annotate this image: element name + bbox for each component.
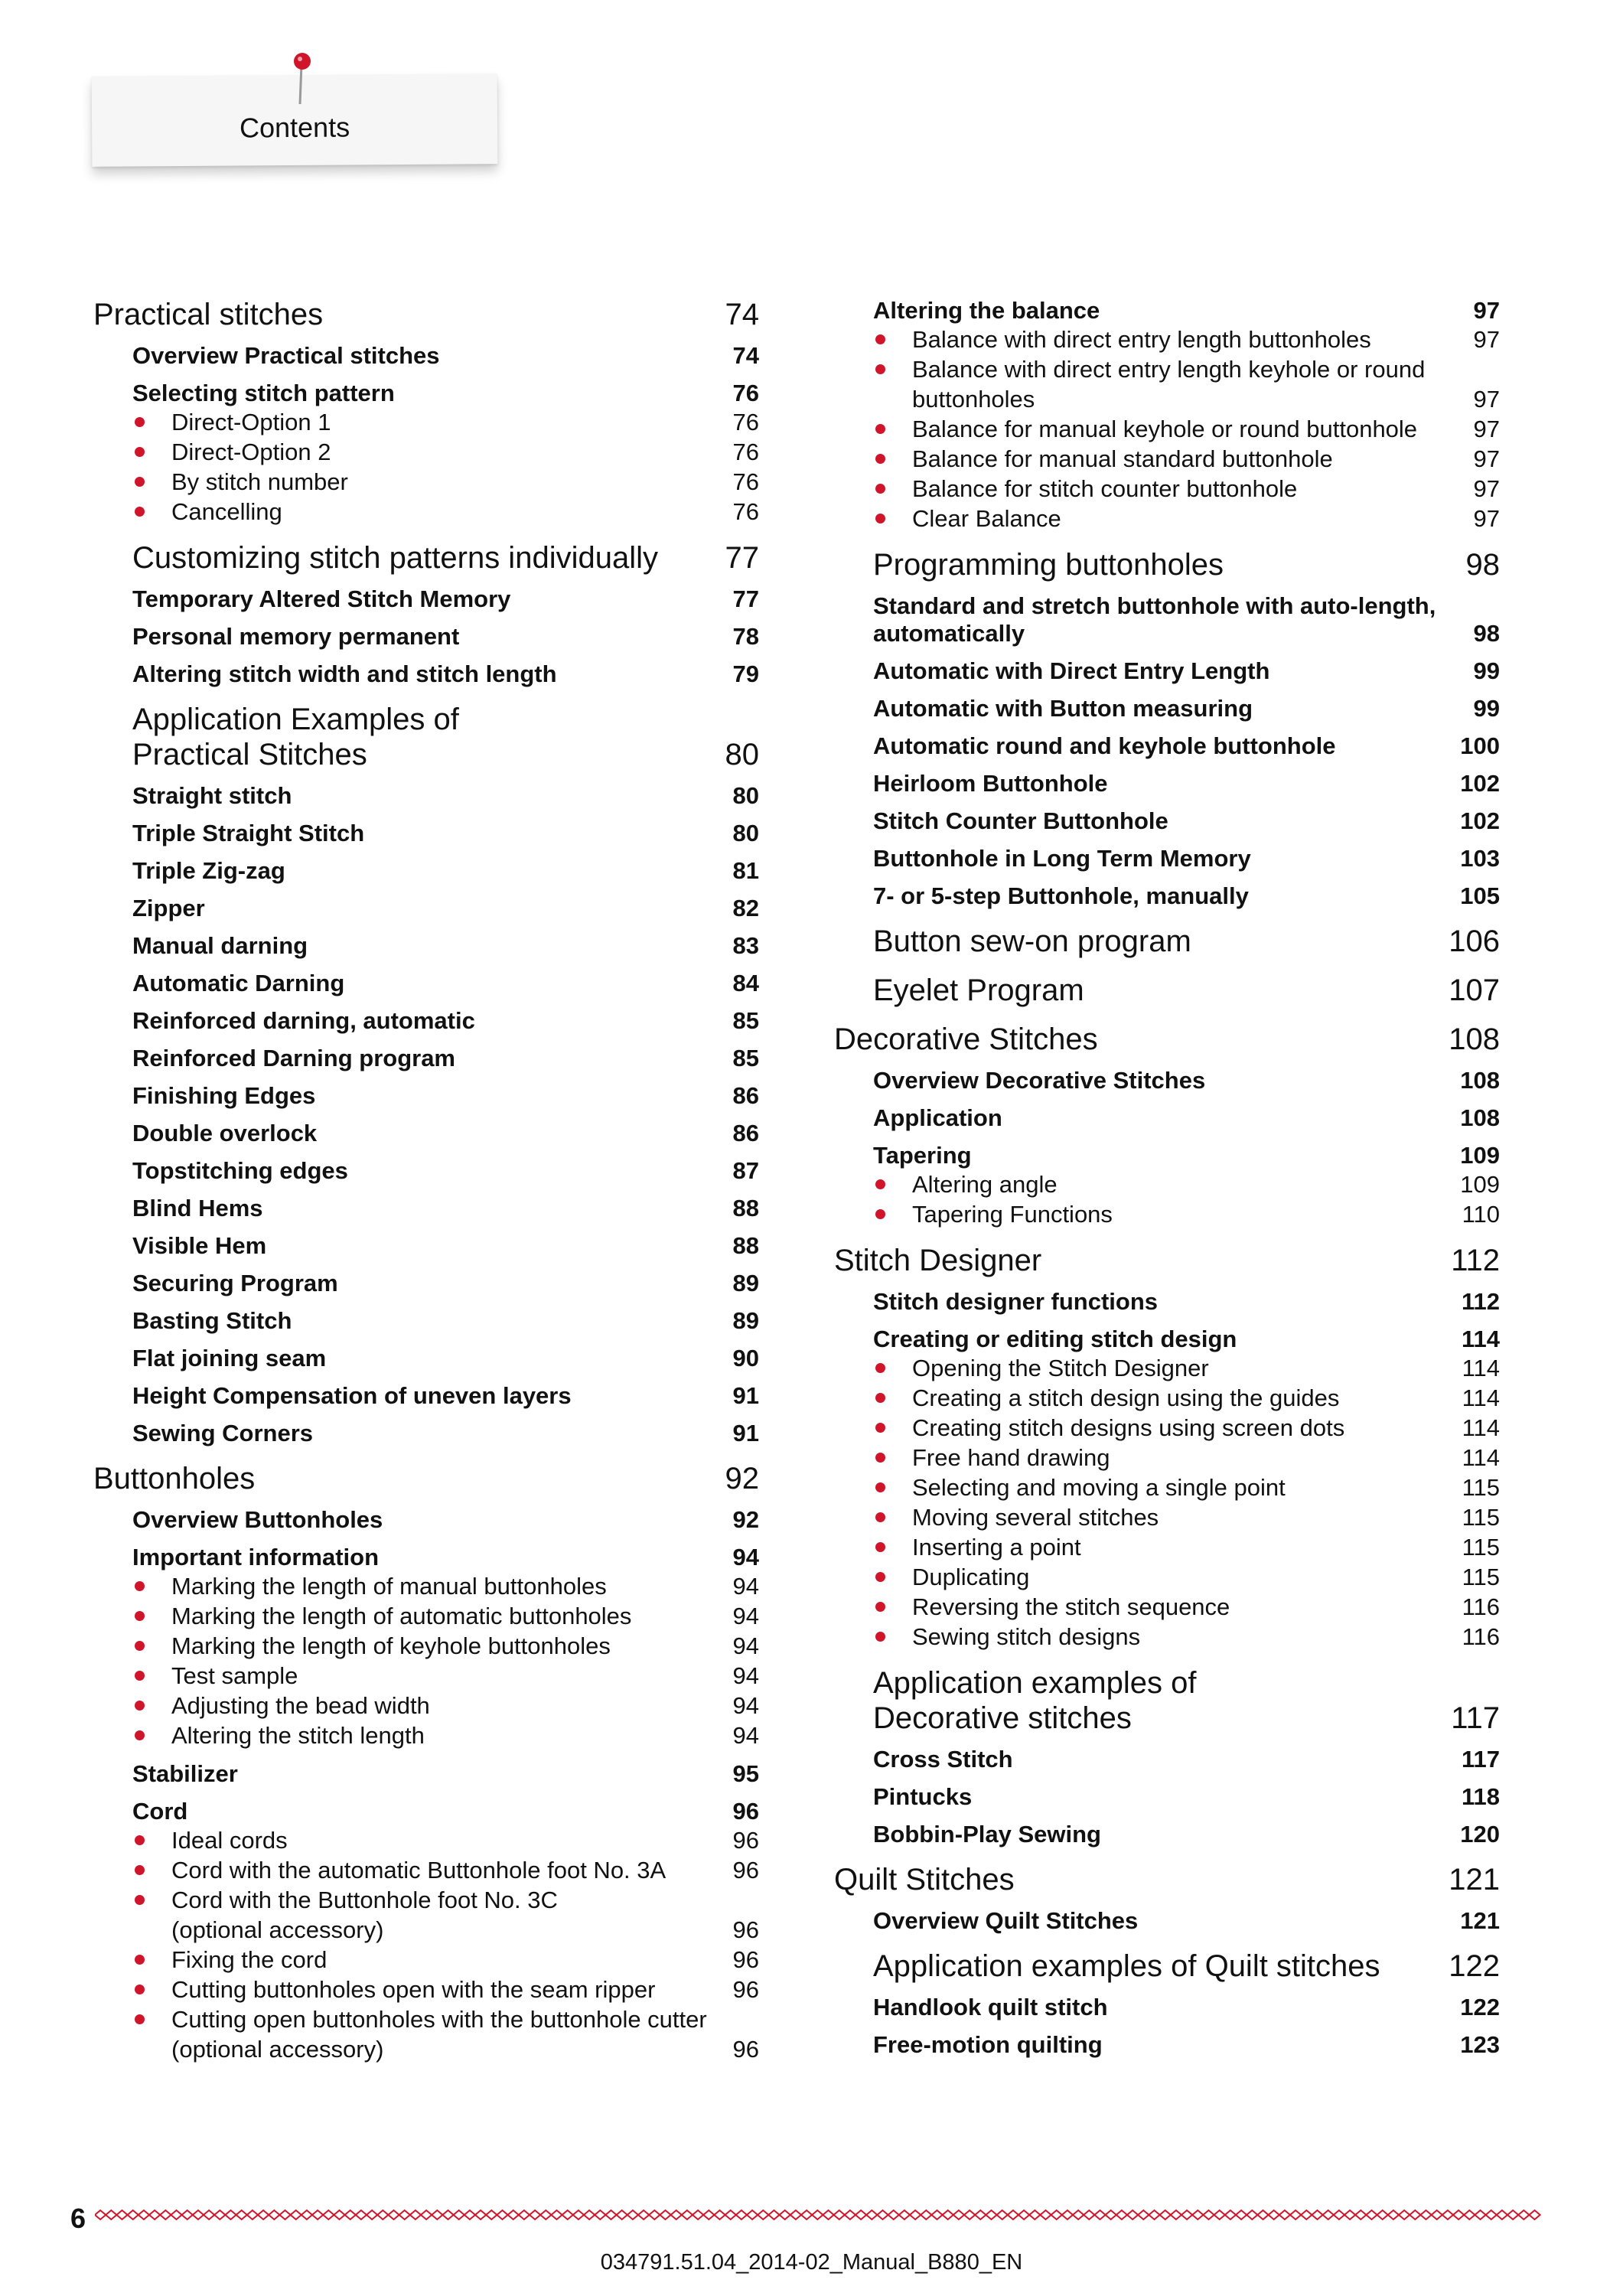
toc-entry-page: 117: [1461, 1746, 1500, 1773]
toc-entry-title: Eyelet Program: [873, 974, 1084, 1007]
toc-entry-title: Button sew-on program: [873, 925, 1191, 958]
toc-entry[interactable]: [93, 1661, 759, 1691]
toc-entry-page: 97: [1473, 505, 1500, 532]
toc-entry[interactable]: [93, 380, 759, 407]
toc-entry[interactable]: [834, 2031, 1500, 2059]
toc-entry[interactable]: [834, 414, 1500, 444]
toc-entry-title: Securing Program: [132, 1270, 338, 1296]
toc-entry[interactable]: [93, 1382, 759, 1410]
toc-entry-page: 121: [1449, 1863, 1500, 1896]
toc-entry[interactable]: [834, 732, 1500, 760]
toc-entry-title: Reinforced darning, automatic: [132, 1007, 475, 1034]
toc-entry-title: Quilt Stitches: [834, 1863, 1015, 1896]
toc-entry-title: Fixing the cord: [132, 1945, 733, 1975]
toc-entry-page: 86: [732, 1082, 759, 1109]
toc-entry-page: 116: [1462, 1593, 1500, 1620]
toc-entry-page: 76: [732, 380, 759, 406]
toc-entry[interactable]: [834, 1746, 1500, 1773]
toc-entry-page: 88: [732, 1195, 759, 1221]
toc-entry[interactable]: [93, 1855, 759, 1885]
toc-entry-page: 83: [732, 932, 759, 959]
toc-entry[interactable]: [834, 474, 1500, 504]
toc-entry-title: Manual darning: [132, 932, 308, 959]
toc-entry-title: Overview Decorative Stitches: [873, 1067, 1206, 1094]
toc-entry-page: 92: [725, 1462, 759, 1495]
toc-entry[interactable]: [834, 1622, 1500, 1652]
toc-entry[interactable]: [834, 1288, 1500, 1316]
toc-entry-page: 115: [1462, 1564, 1500, 1590]
toc-entry-page: 103: [1460, 845, 1500, 872]
toc-entry-title: Balance with direct entry length buttonholes: [873, 325, 1474, 354]
toc-entry-page: 85: [732, 1007, 759, 1034]
toc-entry[interactable]: [93, 1082, 759, 1110]
toc-entry-title: Altering the balance: [873, 297, 1100, 324]
toc-entry-title: Overview Buttonholes: [132, 1506, 383, 1533]
toc-entry[interactable]: [834, 1199, 1500, 1229]
toc-entry[interactable]: [834, 924, 1500, 959]
toc-entry[interactable]: [834, 1562, 1500, 1592]
toc-entry[interactable]: [93, 1798, 759, 1825]
toc-entry[interactable]: [93, 497, 759, 527]
toc-entry[interactable]: [93, 1461, 759, 1496]
toc-entry-title: Stitch Counter Buttonhole: [873, 807, 1168, 834]
toc-entry-title: Moving several stitches: [873, 1502, 1462, 1532]
toc-entry-title: Height Compensation of uneven layers: [132, 1382, 572, 1409]
toc-entry-title: Tapering: [873, 1142, 972, 1169]
toc-entry[interactable]: [834, 807, 1500, 835]
toc-entry-page: 98: [1465, 548, 1500, 582]
toc-entry[interactable]: [93, 1544, 759, 1571]
toc-entry-page: 115: [1462, 1504, 1500, 1531]
toc-entry-title: Buttonholes: [93, 1462, 256, 1495]
toc-entry-page: 76: [732, 439, 759, 465]
toc-entry[interactable]: [93, 857, 759, 885]
toc-entry[interactable]: [834, 1104, 1500, 1132]
toc-entry-title: Marking the length of automatic buttonholes: [132, 1601, 733, 1631]
toc-entry[interactable]: [834, 1243, 1500, 1278]
toc-entry[interactable]: [834, 504, 1500, 533]
toc-entry-page: 80: [732, 820, 759, 846]
toc-entry[interactable]: [93, 820, 759, 847]
toc-entry-page: 76: [732, 498, 759, 525]
toc-entry-title: Automatic with Button measuring: [873, 695, 1253, 722]
toc-entry-page: 74: [725, 298, 759, 331]
toc-entry[interactable]: [834, 1502, 1500, 1532]
toc-entry-title: Application Examples of Practical Stitches: [132, 703, 459, 771]
toc-entry[interactable]: [834, 1383, 1500, 1413]
toc-entry[interactable]: [834, 1783, 1500, 1811]
toc-entry-title: Marking the length of keyhole buttonholes: [132, 1631, 733, 1661]
toc-entry-title: Important information: [132, 1544, 380, 1570]
toc-entry-page: 97: [1473, 445, 1500, 472]
toc-entry-title: Pintucks: [873, 1783, 973, 1810]
toc-entry-title: Finishing Edges: [132, 1082, 316, 1109]
toc-entry-page: 96: [732, 1857, 759, 1883]
toc-entry-page: 100: [1460, 732, 1500, 759]
toc-entry[interactable]: [834, 770, 1500, 797]
toc-entry[interactable]: [834, 657, 1500, 685]
toc-entry[interactable]: [834, 1169, 1500, 1199]
toc-entry-page: 114: [1461, 1326, 1500, 1352]
toc-entry-title: Temporary Altered Stitch Memory: [132, 585, 511, 612]
toc-entry[interactable]: [834, 1326, 1500, 1353]
toc-entry-title: Test sample: [132, 1661, 733, 1691]
toc-entry-title: Stabilizer: [132, 1760, 238, 1787]
toc-entry-page: 99: [1473, 695, 1500, 722]
toc-entry-page: 114: [1462, 1384, 1500, 1411]
toc-entry-page: 96: [732, 1798, 759, 1825]
toc-entry-page: 121: [1460, 1907, 1500, 1934]
toc-entry-page: 88: [732, 1232, 759, 1259]
toc-entry-title: Handlook quilt stitch: [873, 1994, 1108, 2020]
toc-entry-page: 85: [732, 1045, 759, 1071]
toc-entry[interactable]: [834, 1022, 1500, 1057]
toc-entry[interactable]: [834, 1862, 1500, 1897]
toc-entry-title: Altering the stitch length: [132, 1720, 733, 1750]
toc-entry-page: 115: [1462, 1534, 1500, 1561]
toc-entry-page: 94: [732, 1603, 759, 1629]
toc-entry-title: Application examples of Quilt stitches: [873, 1949, 1380, 1983]
toc-entry-title: Creating or editing stitch design: [873, 1326, 1237, 1352]
toc-entry-page: 110: [1462, 1201, 1500, 1228]
toc-entry-page: 97: [1473, 416, 1500, 442]
toc-entry[interactable]: [93, 2004, 759, 2064]
toc-entry-title: Overview Quilt Stitches: [873, 1907, 1139, 1934]
toc-entry-title: Cord with the Buttonhole foot No. 3C (optional accessory): [132, 1885, 733, 1945]
toc-entry[interactable]: [93, 1691, 759, 1720]
contents-tab-title: Contents: [239, 111, 350, 144]
toc-entry[interactable]: [93, 1631, 759, 1661]
toc-entry[interactable]: [93, 1120, 759, 1147]
toc-entry-page: 76: [732, 468, 759, 495]
toc-entry[interactable]: [834, 1821, 1500, 1848]
toc-entry-title: Stitch designer functions: [873, 1288, 1159, 1315]
toc-entry[interactable]: [93, 1270, 759, 1297]
toc-entry-page: 96: [732, 1916, 759, 1943]
toc-entry-title: Topstitching edges: [132, 1157, 348, 1184]
toc-entry-page: 97: [1473, 326, 1500, 353]
toc-entry-title: Adjusting the bead width: [132, 1691, 733, 1720]
toc-entry-title: Creating stitch designs using screen dots: [873, 1413, 1462, 1443]
toc-entry-page: 106: [1449, 925, 1500, 958]
toc-entry-title: Practical stitches: [93, 298, 324, 331]
toc-entry-page: 80: [725, 738, 759, 771]
toc-entry[interactable]: [834, 1532, 1500, 1562]
toc-entry[interactable]: [93, 437, 759, 467]
toc-entry-page: 97: [1473, 386, 1500, 413]
toc-entry-page: 109: [1460, 1171, 1500, 1198]
toc-entry-page: 94: [732, 1722, 759, 1749]
toc-entry-page: 98: [1473, 620, 1500, 647]
toc-entry-title: Direct-Option 1: [132, 407, 733, 437]
toc-entry-title: Personal memory permanent: [132, 623, 460, 650]
toc-entry-page: 76: [732, 409, 759, 435]
toc-entry-title: Stitch Designer: [834, 1244, 1042, 1277]
diamond-pattern: [95, 2210, 1540, 2219]
toc-entry-page: 115: [1462, 1474, 1500, 1501]
toc-entry-title: Sewing Corners: [132, 1420, 313, 1446]
toc-entry-page: 108: [1449, 1022, 1500, 1056]
toc-entry-title: Flat joining seam: [132, 1345, 327, 1371]
toc-entry-title: Reinforced Darning program: [132, 1045, 455, 1071]
toc-entry-title: Inserting a point: [873, 1532, 1462, 1562]
toc-entry[interactable]: [834, 1413, 1500, 1443]
toc-entry[interactable]: [93, 1720, 759, 1750]
toc-entry-title: Heirloom Buttonhole: [873, 770, 1108, 797]
toc-entry-title: Standard and stretch buttonhole with auto-length, automatically: [873, 592, 1436, 647]
toc-entry-title: Balance with direct entry length keyhole or round buttonholes: [873, 354, 1474, 414]
toc-entry-title: Blind Hems: [132, 1195, 263, 1221]
toc-entry-page: 79: [732, 660, 759, 687]
toc-entry[interactable]: [93, 702, 759, 772]
toc-entry-page: 122: [1460, 1994, 1500, 2020]
toc-entry-page: 118: [1461, 1783, 1500, 1810]
toc-entry-page: 89: [732, 1270, 759, 1296]
toc-entry[interactable]: [93, 1345, 759, 1372]
toc-entry[interactable]: [834, 1592, 1500, 1622]
toc-entry-page: 96: [732, 1827, 759, 1854]
toc-entry[interactable]: [834, 592, 1500, 647]
toc-entry-title: Ideal cords: [132, 1825, 733, 1855]
toc-entry-page: 112: [1461, 1288, 1500, 1315]
toc-entry-title: Buttonhole in Long Term Memory: [873, 845, 1251, 872]
toc-entry[interactable]: [834, 297, 1500, 325]
toc-entry-title: Cutting open buttonholes with the buttonhole cutter (optional accessory): [132, 2004, 733, 2064]
toc-entry-title: Straight stitch: [132, 782, 292, 809]
toc-entry-title: Balance for stitch counter buttonhole: [873, 474, 1474, 504]
toc-right-column: [834, 297, 1500, 2059]
toc-entry-page: 109: [1460, 1142, 1500, 1169]
toc-entry-page: 96: [732, 1946, 759, 1973]
toc-entry-page: 86: [732, 1120, 759, 1146]
toc-entry-page: 84: [732, 970, 759, 996]
toc-entry-title: Zipper: [132, 895, 205, 921]
toc-entry-title: Programming buttonholes: [873, 548, 1224, 582]
toc-entry[interactable]: [834, 1949, 1500, 1984]
toc-entry[interactable]: [93, 467, 759, 497]
toc-entry-title: Application examples of Decorative stitches: [873, 1666, 1197, 1735]
toc-entry[interactable]: [834, 845, 1500, 872]
toc-entry-page: 74: [732, 342, 759, 369]
toc-left-column: [93, 297, 759, 2064]
toc-entry[interactable]: [834, 882, 1500, 910]
toc-entry[interactable]: [93, 1007, 759, 1035]
toc-entry-title: Creating a stitch design using the guides: [873, 1383, 1462, 1413]
toc-entry-title: Balance for manual standard buttonhole: [873, 444, 1474, 474]
toc-entry-title: Selecting and moving a single point: [873, 1473, 1462, 1502]
toc-entry[interactable]: [93, 1571, 759, 1601]
toc-entry-title: Basting Stitch: [132, 1307, 292, 1334]
toc-entry-page: 114: [1462, 1414, 1500, 1441]
toc-entry[interactable]: [93, 1601, 759, 1631]
toc-entry[interactable]: [834, 325, 1500, 354]
toc-entry-title: Marking the length of manual buttonholes: [132, 1571, 733, 1601]
toc-entry[interactable]: [834, 1067, 1500, 1094]
toc-entry[interactable]: [93, 1232, 759, 1260]
toc-entry-page: 99: [1473, 657, 1500, 684]
toc-entry-page: 95: [732, 1760, 759, 1787]
toc-entry-page: 94: [732, 1662, 759, 1689]
toc-entry-page: 94: [732, 1632, 759, 1659]
toc-entry[interactable]: [834, 1443, 1500, 1473]
toc-entry-title: Clear Balance: [873, 504, 1474, 533]
toc-entry[interactable]: [834, 1907, 1500, 1935]
toc-entry-title: Tapering Functions: [873, 1199, 1462, 1229]
toc-entry-title: Triple Straight Stitch: [132, 820, 365, 846]
toc-entry-page: 105: [1460, 882, 1500, 909]
toc-entry-title: Balance for manual keyhole or round buttonhole: [873, 414, 1474, 444]
toc-entry-title: Free-motion quilting: [873, 2031, 1103, 2058]
toc-entry[interactable]: [93, 297, 759, 332]
toc-entry-title: Automatic with Direct Entry Length: [873, 657, 1270, 684]
toc-entry-page: 102: [1460, 807, 1500, 834]
toc-entry[interactable]: [93, 1195, 759, 1222]
toc-entry-page: 107: [1449, 974, 1500, 1007]
toc-entry[interactable]: [93, 342, 759, 370]
toc-entry-title: Opening the Stitch Designer: [873, 1353, 1462, 1383]
toc-entry-title: Reversing the stitch sequence: [873, 1592, 1462, 1622]
toc-entry-title: Bobbin-Play Sewing: [873, 1821, 1101, 1848]
toc-entry-page: 87: [732, 1157, 759, 1184]
toc-entry-page: 108: [1460, 1104, 1500, 1131]
toc-entry-page: 96: [732, 2036, 759, 2063]
toc-entry[interactable]: [93, 1945, 759, 1975]
toc-entry-page: 108: [1460, 1067, 1500, 1094]
toc-entry[interactable]: [834, 547, 1500, 582]
toc-entry-page: 77: [725, 541, 759, 575]
toc-entry[interactable]: [93, 1760, 759, 1788]
toc-entry-title: Automatic round and keyhole buttonhole: [873, 732, 1336, 759]
toc-entry-title: Cord: [132, 1798, 188, 1825]
toc-entry[interactable]: [93, 895, 759, 922]
toc-entry[interactable]: [834, 1994, 1500, 2021]
toc-entry-title: Automatic Darning: [132, 970, 345, 996]
toc-entry-title: Double overlock: [132, 1120, 318, 1146]
toc-entry-page: 92: [732, 1506, 759, 1533]
toc-entry-title: Free hand drawing: [873, 1443, 1462, 1473]
toc-entry-page: 90: [732, 1345, 759, 1371]
toc-entry[interactable]: [93, 623, 759, 651]
toc-entry-title: Cancelling: [132, 497, 733, 527]
toc-entry[interactable]: [834, 1353, 1500, 1383]
toc-entry-title: 7- or 5-step Buttonhole, manually: [873, 882, 1249, 909]
toc-entry-page: 96: [732, 1976, 759, 2003]
toc-entry[interactable]: [834, 1473, 1500, 1502]
toc-entry[interactable]: [93, 585, 759, 613]
toc-entry-title: Cross Stitch: [873, 1746, 1013, 1773]
toc-entry-title: Customizing stitch patterns individually: [132, 541, 658, 575]
toc-entry-title: Decorative Stitches: [834, 1022, 1098, 1056]
toc-entry-page: 91: [732, 1420, 759, 1446]
toc-entry-title: Cord with the automatic Buttonhole foot No. 3A: [132, 1855, 733, 1885]
decorative-border: [95, 2204, 1549, 2226]
toc-entry-page: 81: [732, 857, 759, 884]
toc-entry-page: 82: [732, 895, 759, 921]
toc-entry-page: 114: [1462, 1355, 1500, 1381]
toc-entry-title: Overview Practical stitches: [132, 342, 440, 369]
toc-entry-page: 91: [732, 1382, 759, 1409]
toc-entry-title: Cutting buttonholes open with the seam ripper: [132, 1975, 733, 2004]
toc-entry-page: 114: [1462, 1444, 1500, 1471]
toc-entry-page: 77: [732, 585, 759, 612]
toc-entry[interactable]: [93, 407, 759, 437]
toc-entry-page: 122: [1449, 1949, 1500, 1983]
toc-entry[interactable]: [834, 973, 1500, 1008]
toc-entry[interactable]: [93, 1157, 759, 1185]
toc-entry[interactable]: [834, 354, 1500, 414]
toc-entry[interactable]: [93, 1045, 759, 1072]
toc-entry-title: By stitch number: [132, 467, 733, 497]
toc-entry-page: 120: [1460, 1821, 1500, 1848]
toc-entry-page: 112: [1451, 1244, 1500, 1277]
toc-entry-page: 102: [1460, 770, 1500, 797]
toc-entry[interactable]: [93, 540, 759, 576]
toc-entry[interactable]: [93, 970, 759, 997]
toc-entry[interactable]: [93, 1975, 759, 2004]
toc-entry-page: 94: [732, 1573, 759, 1600]
toc-entry[interactable]: [834, 444, 1500, 474]
document-code: 034791.51.04_2014-02_Manual_B880_EN: [600, 2250, 1023, 2275]
toc-entry[interactable]: [93, 932, 759, 960]
pushpin-icon: [289, 51, 315, 112]
toc-entry-page: 117: [1451, 1701, 1500, 1735]
toc-entry[interactable]: [93, 1885, 759, 1945]
toc-entry-title: Application: [873, 1104, 1002, 1131]
toc-entry-page: 94: [732, 1692, 759, 1719]
toc-entry[interactable]: [93, 1506, 759, 1534]
toc-entry-title: Duplicating: [873, 1562, 1462, 1592]
toc-entry-page: 94: [732, 1544, 759, 1570]
toc-entry-page: 78: [732, 623, 759, 650]
toc-entry-title: Selecting stitch pattern: [132, 380, 395, 406]
toc-entry[interactable]: [93, 782, 759, 810]
toc-entry-title: Triple Zig-zag: [132, 857, 285, 884]
toc-entry-page: 123: [1460, 2031, 1500, 2058]
toc-entry[interactable]: [834, 1142, 1500, 1169]
toc-entry[interactable]: [93, 1825, 759, 1855]
page-number: 6: [70, 2203, 86, 2234]
toc-entry[interactable]: [834, 1665, 1500, 1736]
toc-entry-page: 97: [1473, 297, 1500, 324]
toc-entry-title: Visible Hem: [132, 1232, 267, 1259]
toc-entry[interactable]: [93, 1307, 759, 1335]
toc-entry-page: 80: [732, 782, 759, 809]
toc-entry-title: Sewing stitch designs: [873, 1622, 1462, 1652]
toc-entry[interactable]: [93, 1420, 759, 1447]
toc-entry[interactable]: [93, 660, 759, 688]
toc-entry-title: Altering angle: [873, 1169, 1460, 1199]
toc-entry[interactable]: [834, 695, 1500, 722]
toc-entry-title: Direct-Option 2: [132, 437, 733, 467]
toc-entry-title: Altering stitch width and stitch length: [132, 660, 557, 687]
toc-entry-page: 116: [1462, 1623, 1500, 1650]
toc-entry-page: 89: [732, 1307, 759, 1334]
toc-entry-page: 97: [1473, 475, 1500, 502]
